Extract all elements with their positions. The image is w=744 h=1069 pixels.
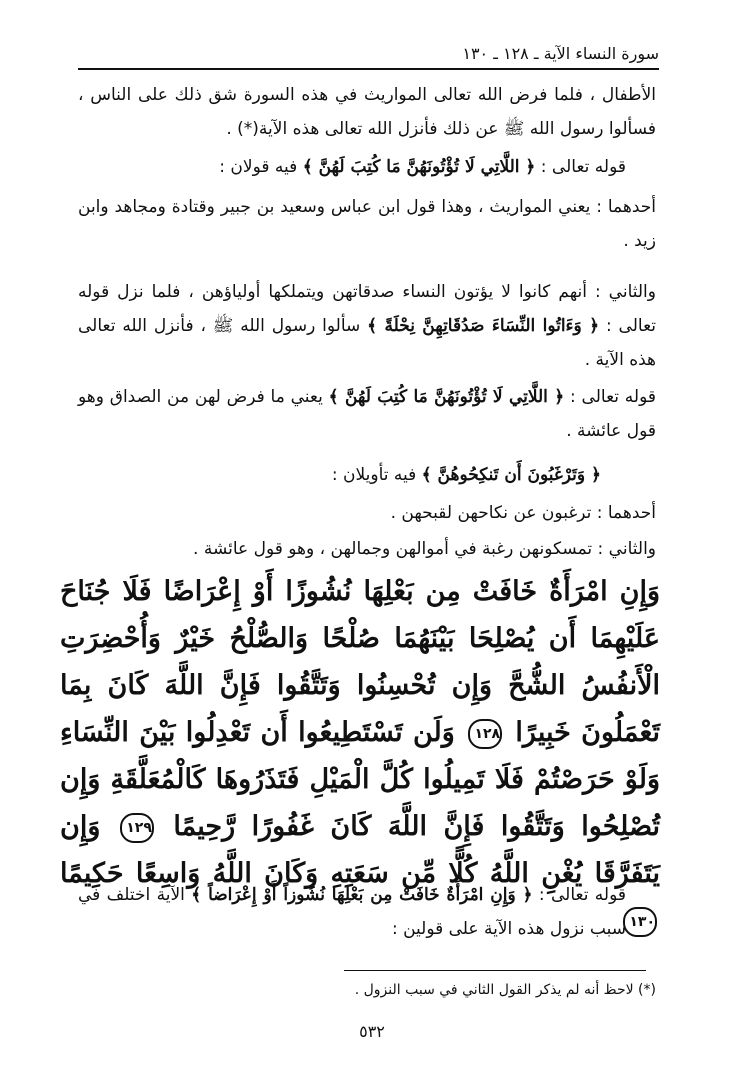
- ayah-number-128: ١٢٨: [468, 719, 502, 749]
- verse-129: وَلَن تَسْتَطِيعُوا أَن تَعْدِلُوا بَيْنَ النِّسَاءِ وَلَوْ حَرَصْتُمْ فَلَا تَمِيلُوا كُلَّ الْمَيْلِ فَتَذَرُوهَا كَالْمُعَلَّقَةِ وَإِن تُصْلِحُوا وَتَتَّقُوا فَإِنَّ اللَّهَ كَانَ غَفُورًا رَّحِيمًا: [60, 717, 660, 842]
- paragraph-4-tail: سألوا رسول الله ﷺ ، فأنزل الله تعالى هذه الآية .: [78, 316, 656, 370]
- ayah-number-129: ١٢٩: [120, 813, 154, 843]
- running-header: [78, 40, 659, 70]
- paragraph-5: [78, 380, 656, 448]
- paragraph-9-tail: الآية اختلف في سبب نزول هذه الآية على قولين :: [78, 885, 626, 939]
- paragraph-2-lead: قوله تعالى :: [540, 157, 626, 177]
- quran-quote: ﴿ وَتَرْغَبُونَ أَن تَنكِحُوهُنَّ ﴾: [421, 465, 601, 485]
- verse-128: وَإِنِ امْرَأَةٌ خَافَتْ مِن بَعْلِهَا نُشُوزًا أَوْ إِعْرَاضًا فَلَا جُنَاحَ عَلَيْهِمَا أَن يُصْلِحَا بَيْنَهُمَا صُلْحًا وَالصُّلْحُ خَيْرٌ وَأُحْضِرَتِ الْأَنفُسُ الشُّحَّ وَإِن تُحْسِنُوا وَتَتَّقُوا فَإِنَّ اللَّهَ كَانَ بِمَا تَعْمَلُونَ خَبِيرًا: [60, 576, 660, 748]
- page-number: ٥٣٢: [359, 1022, 385, 1041]
- paragraph-2: [78, 150, 656, 184]
- quran-quote: ﴿ وَءَاتُوا النِّسَاءَ صَدُقَاتِهِنَّ نِحْلَةً ﴾: [367, 316, 600, 336]
- paragraph-2-tail: فيه قولان :: [219, 157, 298, 177]
- paragraph-6: [78, 458, 656, 492]
- paragraph-4: [78, 275, 656, 377]
- ayah-number-130: ١٣٠: [623, 907, 657, 937]
- paragraph-6-tail: فيه تأويلان :: [331, 465, 417, 485]
- quran-quote: ﴿ اللَّاتِي لَا تُؤْتُونَهُنَّ مَا كُتِبَ لَهُنَّ ﴾: [328, 387, 565, 407]
- header-title: سورة النساء الآية ـ ١٢٨ ـ ١٣٠: [462, 44, 659, 63]
- paragraph-7: أحدهما : ترغبون عن نكاحهن لقبحهن .: [390, 503, 656, 523]
- paragraph-1: الأطفال ، فلما فرض الله تعالى المواريث في هذه السورة شق ذلك على الناس ، فسألوا رسول الله ﷺ عن ذلك فأنزل الله تعالى هذه الآية(*) .: [78, 85, 656, 139]
- quran-quote: ﴿ وَإِنِ امْرَأَةٌ خَافَتْ مِن بَعْلِهَا نُشُوزاً أَوْ إِعْرَاضاً ﴾: [191, 885, 533, 905]
- paragraph-9-lead: قوله تعالى :: [538, 885, 626, 905]
- paragraph-4-lead: والثاني : أنهم كانوا لا يؤتون النساء صدقاتهن ويتملكها أولياؤهن ، فلما نزل قوله تعالى :: [78, 282, 657, 336]
- paragraph-9: [78, 878, 656, 946]
- paragraph-5-tail: يعني ما فرض لهن من الصداق وهو قول عائشة .: [78, 387, 656, 441]
- paragraph-3: أحدهما : يعني المواريث ، وهذا قول ابن عباس وسعيد بن جبير وقتادة ومجاهد وابن زيد .: [78, 197, 656, 251]
- footnote-divider: [344, 970, 646, 971]
- verse-130: وَإِن يَتَفَرَّقَا يُغْنِ اللَّهُ كُلًّا مِّن سَعَتِهِ وَكَانَ اللَّهُ وَاسِعًا حَكِيمًا: [60, 811, 660, 889]
- paragraph-8: والثاني : تمسكونهن رغبة في أموالهن وجمالهن ، وهو قول عائشة .: [193, 539, 656, 559]
- quran-quote: ﴿ اللَّاتِي لَا تُؤْتُونَهُنَّ مَا كُتِبَ لَهُنَّ ﴾: [302, 157, 536, 177]
- footnote: (*) لاحظ أنه لم يذكر القول الثاني في سبب النزول .: [354, 982, 656, 998]
- paragraph-5-lead: قوله تعالى :: [570, 387, 657, 407]
